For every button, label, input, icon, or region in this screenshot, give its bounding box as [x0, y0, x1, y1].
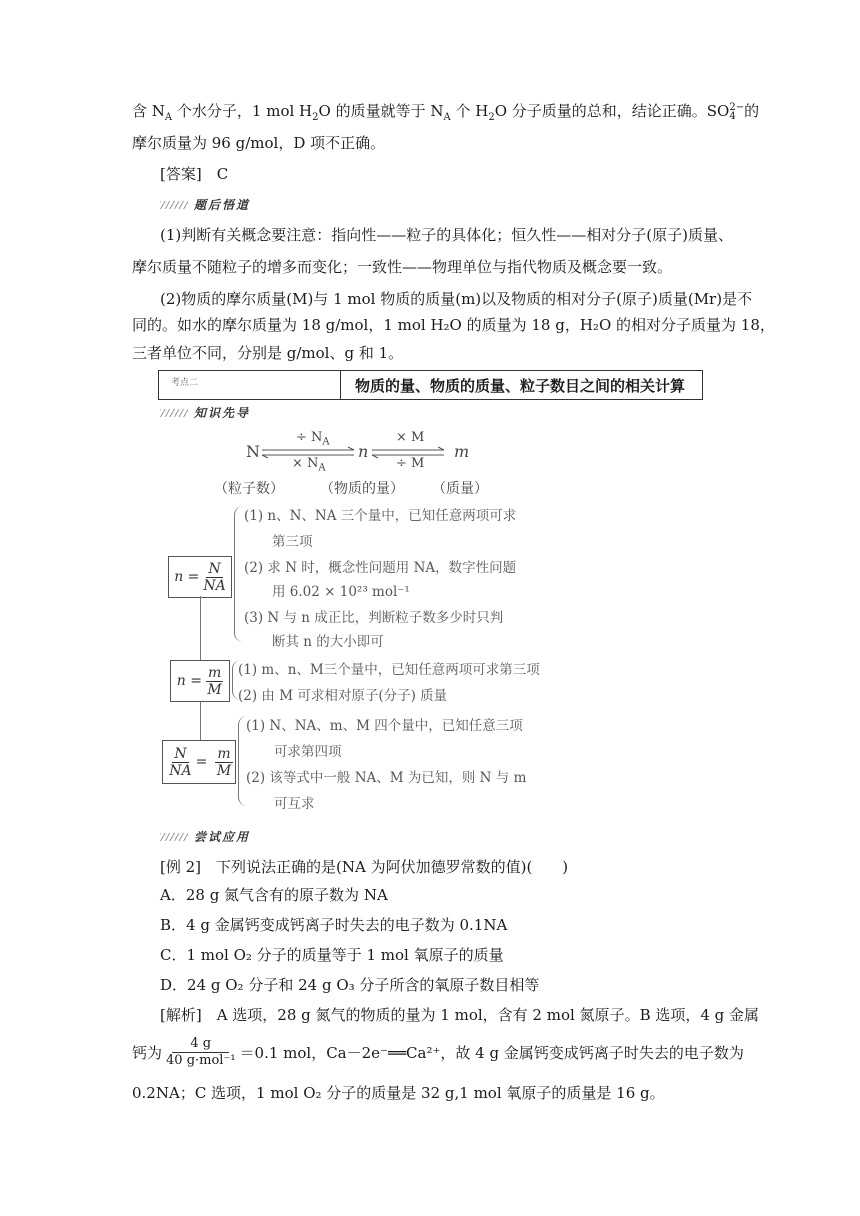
option-a: A．28 g 氮气含有的原子数为 NA	[160, 886, 388, 904]
hatch-decoration	[160, 201, 188, 209]
f1-item-2: 第三项	[272, 534, 313, 550]
wudao-p1-line1: (1)判断有关概念要注意：指向性——粒子的具体化；恒久性——相对分子(原子)质量、	[160, 226, 733, 244]
symbol-N: N	[246, 442, 260, 461]
f3-item-1: (1) N、NA、m、M 四个量中，已知任意三项	[246, 718, 523, 734]
fraction-4g-40g: $\frac{4 g}{\text{40 g·mol⁻¹}}$	[166, 1036, 236, 1068]
label-mass: （质量）	[432, 481, 488, 497]
intro-line-2: 摩尔质量为 96 g/mol，D 项不正确。	[132, 134, 386, 152]
label-div-m: ÷ M	[396, 456, 425, 471]
formula-n-N-NA: n = $\frac{N}{NA}$	[168, 556, 232, 598]
f2-item-2: (2) 由 M 可求相对原子(分子) 质量	[238, 688, 448, 704]
symbol-n: n	[358, 442, 369, 461]
f1-item-4: 用 6.02 × 10²³ mol⁻¹	[272, 584, 410, 600]
option-c: C．1 mol O₂ 分子的质量等于 1 mol 氧原子的质量	[160, 946, 504, 964]
jiexi-line-1: [解析] A 选项，28 g 氮气的物质的量为 1 mol，含有 2 mol 氮原子。B 选项，4 g 金属	[160, 1006, 760, 1024]
f3-item-4: 可互求	[274, 796, 315, 812]
wudao-p1-line2: 摩尔质量不随粒子的增多而变化；一致性——物理单位与指代物质及概念要一致。	[132, 258, 673, 276]
f2-item-1: (1) m、n、M三个量中，已知任意两项可求第三项	[238, 662, 540, 678]
f1-item-6: 断其 n 的大小即可	[272, 634, 384, 650]
hatch-decoration	[160, 409, 188, 417]
option-d: D．24 g O₂ 分子和 24 g O₃ 分子所含的氧原子数目相等	[160, 976, 540, 994]
jiexi-line-3: 0.2NA；C 选项，1 mol O₂ 分子的质量是 32 g,1 mol 氧原子的质量是 16 g。	[132, 1084, 665, 1102]
kaodian-label: 考点二	[159, 371, 341, 399]
label-particle-count: （粒子数）	[214, 481, 284, 497]
f3-item-3: (2) 该等式中一般 NA、M 为已知，则 N 与 m	[246, 770, 527, 786]
section-changshi-yingyong: 尝试应用	[160, 828, 250, 845]
kaodian-title: 物质的量、物质的质量、粒子数目之间的相关计算	[355, 377, 686, 395]
f1-item-3: (2) 求 N 时，概念性问题用 NA，数字性问题	[244, 560, 517, 576]
example-stem: [例 2] 下列说法正确的是(NA 为阿伏加德罗常数的值)( )	[160, 858, 569, 876]
formula-N-NA-m-M: $\frac{N}{NA}$ = $\frac{m}{M}$	[162, 740, 236, 784]
wudao-p2-line2: 同的。如水的摩尔质量为 18 g/mol，1 mol H₂O 的质量为 18 g，H₂O 的相对分子质量为 18，	[132, 316, 775, 334]
symbol-m: m	[454, 442, 470, 461]
label-div-na: ÷ $N_A$	[296, 430, 330, 448]
section-zhishi-xiandao: 知识先导	[160, 404, 250, 421]
jiexi-line-2: 钙为 $\frac{4 g}{\text{40 g·mol⁻¹}}$ ＝0.1 mol，Ca－2e⁻══Ca²⁺，故 4 g 金属钙变成钙离子时失去的电子数为	[132, 1036, 744, 1068]
f1-item-1: (1) n、N、NA 三个量中，已知任意两项可求	[244, 508, 517, 524]
section-tihou-wudao: 题后悟道	[160, 196, 250, 213]
option-b: B．4 g 金属钙变成钙离子时失去的电子数为 0.1NA	[160, 916, 508, 934]
wudao-p2-line3: 三者单位不同，分别是 g/mol、g 和 1。	[132, 344, 404, 362]
f3-item-2: 可求第四项	[274, 744, 342, 760]
kaodian-header	[158, 370, 703, 400]
formula-n-m-M: n = $\frac{m}{M}$	[170, 660, 230, 702]
f1-item-5: (3) N 与 n 成正比，判断粒子数多少时只判	[244, 610, 504, 626]
label-amount: （物质的量）	[320, 481, 404, 497]
wudao-p2-line1: (2)物质的摩尔质量(M)与 1 mol 物质的质量(m)以及物质的相对分子(原子)质量(Mr)是不	[160, 290, 753, 308]
answer-line: [答案] C	[160, 165, 229, 183]
label-mul-m: × M	[396, 430, 425, 445]
hatch-decoration	[160, 833, 188, 841]
label-mul-na: × $N_A$	[292, 456, 326, 474]
intro-line-1: 含 $N_A$ 个水分子，1 mol $H_2O$ 的质量就等于 $N_A$ 个 $H_2O$ 分子质量的总和，结论正确。SO 2− 4 的	[132, 102, 760, 123]
brace-1	[234, 506, 243, 642]
